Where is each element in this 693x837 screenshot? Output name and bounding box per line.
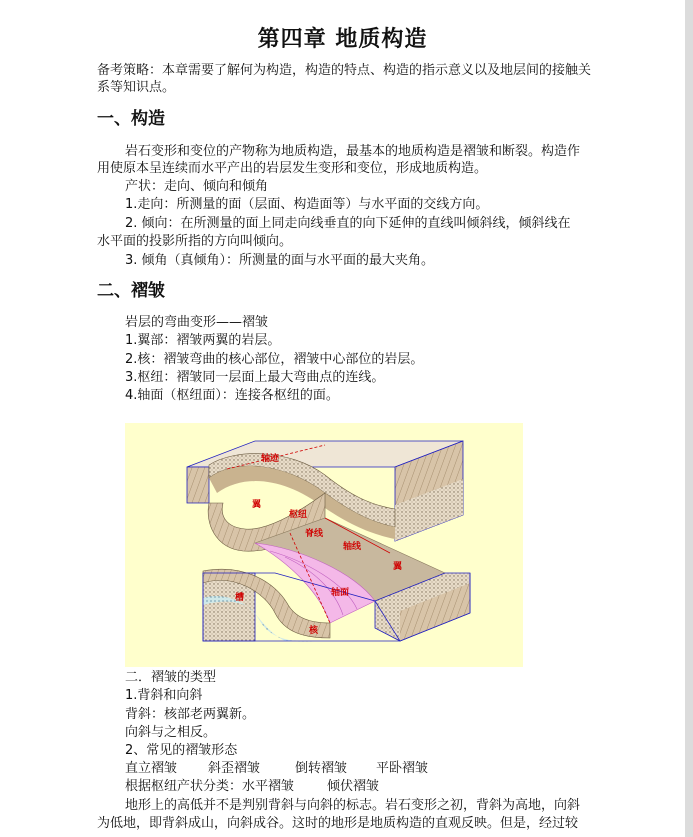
terrain-para-line-1: 地形上的高低并不是判别背斜与向斜的标志。岩石变形之初，背斜为高地，向斜 bbox=[125, 798, 581, 813]
fold-diagram-svg bbox=[125, 423, 523, 667]
shape-recumbent: 平卧褶皱 bbox=[376, 761, 429, 776]
fold-item-2: 2.核：褶皱弯曲的核心部位，褶皱中心部位的岩层。 bbox=[125, 352, 424, 367]
section-heading-structure: 一、构造 bbox=[97, 109, 165, 129]
syncline-line: 向斜与之相反。 bbox=[125, 725, 217, 740]
label-axis-trace: 轴迹 bbox=[261, 454, 280, 464]
dip-direction-item-line-2: 水平面的投影所指的方向叫倾向。 bbox=[97, 234, 293, 249]
label-axial-plane: 轴面 bbox=[331, 588, 350, 598]
structure-para-line-2: 用使原本呈连续而水平产出的岩层发生变形和变位，形成地质构造。 bbox=[97, 161, 488, 176]
fold-item-1: 1.翼部：褶皱两翼的岩层。 bbox=[125, 333, 281, 348]
fold-types-heading: 二．褶皱的类型 bbox=[125, 670, 217, 685]
dip-direction-item-line-1: 2. 倾向：在所测量的面上同走向线垂直的向下延伸的直线叫倾斜线，倾斜线在 bbox=[125, 216, 571, 231]
shape-overturned: 倒转褶皱 bbox=[295, 761, 348, 776]
fold-types-item-1: 1.背斜和向斜 bbox=[125, 688, 203, 703]
attitude-line: 产状：走向、倾向和倾角 bbox=[125, 179, 269, 194]
strike-item: 1.走向：所测量的面（层面、构造面等）与水平面的交线方向。 bbox=[125, 197, 489, 212]
intro-line-1: 备考策略：本章需要了解何为构造，构造的特点、构造的指示意义以及地层间的接触关 bbox=[97, 63, 592, 78]
anticline-line: 背斜：核部老两翼新。 bbox=[125, 707, 256, 722]
scrollbar-track[interactable] bbox=[685, 0, 693, 837]
label-crest: 脊线 bbox=[305, 529, 324, 539]
label-trough: 槽 bbox=[235, 593, 245, 603]
label-limb-left: 翼 bbox=[252, 500, 262, 510]
structure-para-line-1: 岩石变形和变位的产物称为地质构造，最基本的地质构造是褶皱和断裂。构造作 bbox=[125, 144, 581, 159]
fold-diagram bbox=[125, 423, 523, 667]
label-limb-right: 翼 bbox=[393, 562, 403, 572]
common-shapes-heading: 2、常见的褶皱形态 bbox=[125, 743, 238, 758]
terrain-para-line-2: 为低地，即背斜成山，向斜成谷。这时的地形是地质构造的直观反映。但是，经过较 bbox=[97, 816, 579, 831]
section-heading-fold: 二、褶皱 bbox=[97, 281, 165, 301]
fold-lead: 岩层的弯曲变形——褶皱 bbox=[125, 315, 269, 330]
shape-inclined: 斜歪褶皱 bbox=[208, 761, 261, 776]
label-axis-line: 轴线 bbox=[343, 542, 362, 552]
fold-item-3: 3.枢纽：褶皱同一层面上最大弯曲点的连线。 bbox=[125, 370, 385, 385]
label-hinge: 枢纽 bbox=[289, 510, 308, 520]
hinge-classify-line: 根据枢纽产状分类：水平褶皱 bbox=[125, 779, 295, 794]
chapter-title: 第四章 地质构造 bbox=[257, 26, 428, 52]
label-core: 核 bbox=[309, 626, 319, 636]
fold-item-4: 4.轴面（枢纽面）：连接各枢纽的面。 bbox=[125, 388, 339, 403]
dip-angle-item: 3. 倾角（真倾角）：所测量的面与水平面的最大夹角。 bbox=[125, 253, 435, 268]
shape-upright: 直立褶皱 bbox=[125, 761, 178, 776]
intro-line-2: 系等知识点。 bbox=[97, 80, 176, 95]
plunging-fold: 倾伏褶皱 bbox=[327, 779, 380, 794]
